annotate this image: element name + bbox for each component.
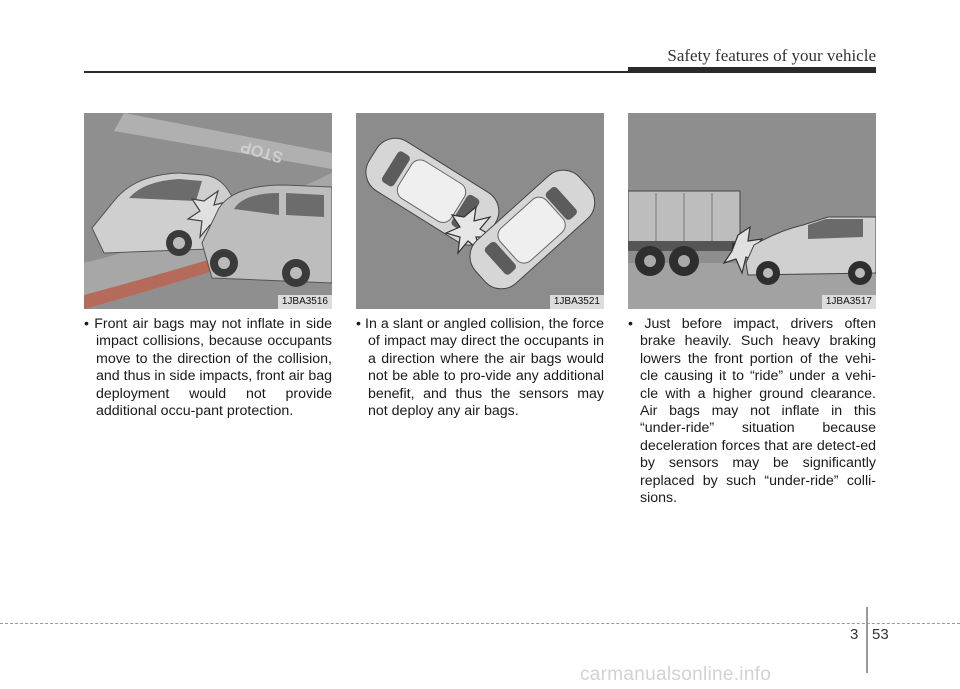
column-1-text (84, 316, 332, 420)
under-ride-illustration (628, 113, 876, 309)
page-number: 53 (872, 626, 889, 643)
road-stop-marking: STOP (238, 137, 286, 166)
column-3-text (628, 316, 876, 507)
side-impact-illustration (84, 113, 332, 309)
page-number-separator (866, 607, 868, 673)
watermark[interactable]: carmanualsonline.info (580, 664, 772, 685)
angled-collision-illustration (356, 113, 604, 309)
bullet-paragraph: • In a slant or angled collision, the force of impact may direct the occupants in a direction where the air bags would not be able to pro-vide any additional benefit, and thus the sensors may not deploy any air bags. (356, 316, 604, 420)
bullet-paragraph: • Front air bags may not inflate in side impact collisions, because occupants move to the direction of the collision, and thus in side impacts, front air bag deployment would not provide additional occu-pant protection. (84, 316, 332, 420)
figure-code: 1JBA3517 (822, 295, 876, 309)
column-2-text (356, 316, 604, 420)
footer-divider (0, 623, 960, 624)
figure-code: 1JBA3521 (550, 295, 604, 309)
bullet-paragraph: • Just before impact, drivers often brake heavily. Such heavy braking lowers the front portion of the vehi-cle causing it to “ride” under a vehi-cle with a higher ground clearance. Air bags may not inflate in this “under-ride” situation because deceleration forces that are detect-ed by sensors may be significantly replaced by such “under-ride” colli-sions. (628, 316, 876, 507)
figure-code: 1JBA3516 (278, 295, 332, 309)
header-rule-accent (628, 67, 876, 73)
page-header-title: Safety features of your vehicle (667, 46, 876, 65)
chapter-number: 3 (850, 626, 859, 643)
